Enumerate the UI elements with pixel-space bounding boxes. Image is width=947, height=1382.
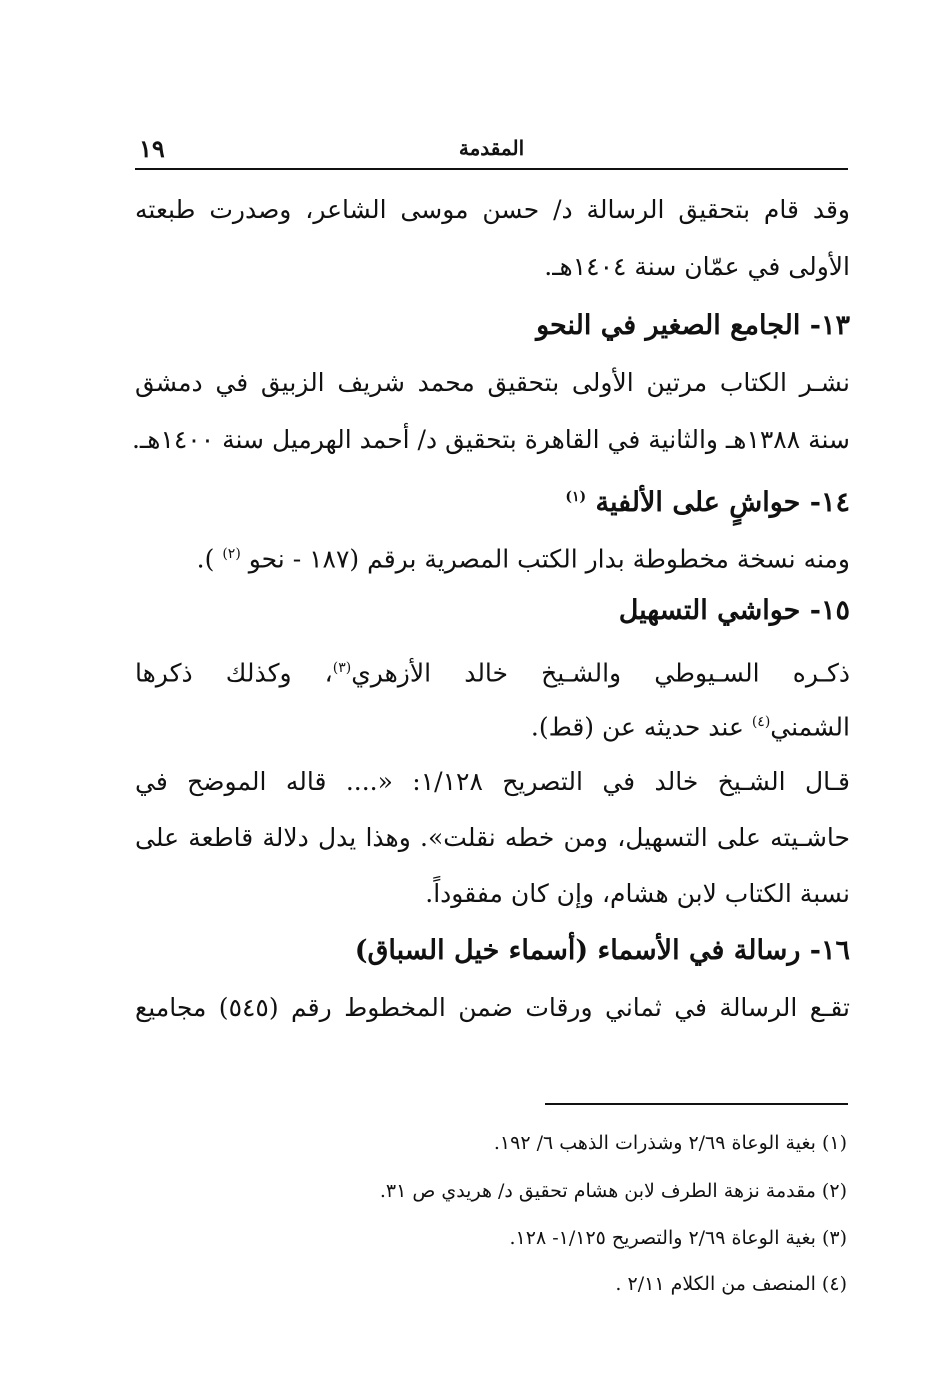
body-text: ، وكذلك ذكرها (135, 658, 333, 688)
page-header (135, 132, 848, 170)
body-line: الأولى في عمّان سنة ١٤٠٤هـ. (544, 252, 850, 281)
body-line: تقـع الرسالة في ثماني ورقات ضمن المخطوط رقم (٥٤٥) مجاميع (135, 993, 851, 1022)
body-line: قـال الشـيخ خالد في التصريح ١/١٢٨: «.... قاله الموضح في (135, 767, 851, 796)
footnote: (١) بغية الوعاة ٢/٦٩ وشذرات الذهب ٦/ ١٩٢. (493, 1132, 847, 1154)
footnote: (٤) المنصف من الكلام ٢/١١ . (615, 1273, 847, 1295)
heading-text: ١٤- حواشٍ على الألفية (595, 487, 850, 518)
section-heading-16: ١٦- رسالة في الأسماء (أسماء خيل السباق) (354, 935, 850, 966)
body-text: ذكـره السـيوطي والشـيخ خالد الأزهري (351, 658, 850, 688)
section-heading-14 (565, 480, 850, 520)
body-line: حاشـيته على التسهيل، ومن خطه نقلت». وهذا يدل دلالة قاطعة على (135, 823, 850, 852)
body-line (531, 705, 850, 744)
body-text: الشمني (770, 712, 850, 742)
body-line (197, 537, 850, 576)
page-number: ١٩ (139, 134, 165, 163)
footnote: (٣) بغية الوعاة ٢/٦٩ والتصريح ١/١٢٥- ١٢٨. (509, 1227, 847, 1249)
body-text: ). (196, 544, 215, 574)
body-line: سنة ١٣٨٨هـ والثانية في القاهرة بتحقيق د/ أحمد الهرميل سنة ١٤٠٠هـ. (131, 425, 850, 454)
body-text: ومنه نسخة مخطوطة بدار الكتب المصرية برقم (١٨٧ - نحو (248, 544, 850, 574)
body-line: نسبة الكتاب لابن هشام، وإن كان مفقوداً. (425, 879, 850, 908)
footnote-ref: (١) (565, 489, 587, 505)
footnote-ref: (٤) (751, 714, 771, 730)
footnote: (٢) مقدمة نزهة الطرف لابن هشام تحقيق د/ هريدي ص ٣١. (379, 1180, 847, 1202)
body-line: نشـر الكتاب مرتين الأولى بتحقيق محمد شريف الزبيق في دمشق (135, 368, 850, 397)
footnote-ref: (٣) (332, 660, 352, 676)
body-line: وقد قام بتحقيق الرسالة د/ حسن موسى الشاعر، وصدرت طبعته (135, 195, 850, 224)
body-line (135, 651, 850, 690)
section-heading-13: ١٣- الجامع الصغير في النحو (536, 310, 850, 341)
footnote-ref: (٢) (222, 546, 241, 562)
footnote-separator (545, 1103, 848, 1105)
page-title: المقدمة (458, 136, 525, 160)
section-heading-15: ١٥- حواشي التسهيل (618, 595, 850, 626)
body-text: عند حديثه عن (قط). (530, 712, 752, 742)
